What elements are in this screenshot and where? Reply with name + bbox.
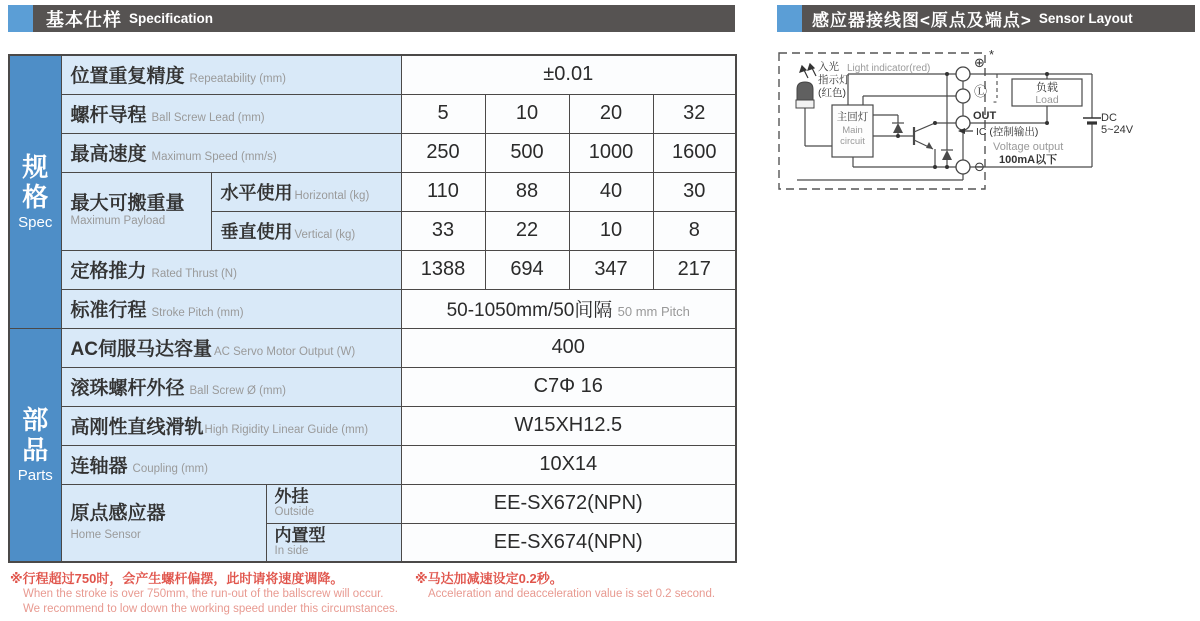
header-title-en: Specification bbox=[129, 11, 214, 26]
table-row bbox=[9, 328, 736, 367]
cell-lead-1: 5 bbox=[401, 94, 485, 133]
footnote-stroke-warning: ※行程超过750时，会产生螺杆偏摆，此时请将速度调降。 When the stroke is over 750mm, the run-out of the ballscrew will occur. We recommend to low down the working speed under this circumstances. bbox=[10, 571, 398, 615]
terminal-out-circle bbox=[956, 116, 970, 130]
main-circuit-zh: 主回灯 bbox=[836, 111, 869, 123]
cell-speed-1: 250 bbox=[401, 133, 485, 172]
transistor-icon bbox=[914, 123, 935, 167]
row-label-servo-output: AC伺服马达容量 AC Servo Motor Output (W) bbox=[61, 328, 401, 367]
band-char: 格 bbox=[22, 182, 49, 213]
table-row bbox=[9, 406, 736, 445]
footnote-acceleration: ※马达加减速设定0.2秒。 Acceleration and deacceleration value is set 0.2 second. bbox=[415, 571, 716, 600]
row-label-stroke-pitch: 标准行程 Stroke Pitch (mm) bbox=[61, 289, 401, 328]
cell-lead-4: 32 bbox=[653, 94, 736, 133]
cell-home-sensor-outside: EE-SX672(NPN) bbox=[401, 484, 736, 523]
light-label-zh-3: (红色) bbox=[818, 87, 846, 99]
light-label-zh-2: 指示灯 bbox=[818, 74, 850, 86]
table-row bbox=[9, 367, 736, 406]
row-label-vertical: 垂直使用 Vertical (kg) bbox=[211, 211, 401, 250]
cell-thrust-4: 217 bbox=[653, 250, 736, 289]
dc-label-1: DC bbox=[1101, 112, 1117, 124]
terminal-minus-glyph: ⊖ bbox=[974, 159, 985, 174]
row-label-horizontal: 水平使用 Horizontal (kg) bbox=[211, 172, 401, 211]
table-row bbox=[9, 484, 736, 523]
cell-speed-3: 1000 bbox=[569, 133, 653, 172]
cell-linear-guide: W15XH12.5 bbox=[401, 406, 736, 445]
specification-table bbox=[8, 54, 737, 563]
cell-stroke-pitch: 50-1050mm/50间隔 50 mm Pitch bbox=[401, 289, 736, 328]
cell-horizontal-4: 30 bbox=[653, 172, 736, 211]
cell-repeatability: ±0.01 bbox=[401, 55, 736, 94]
header-title-zh: 基本仕样 bbox=[46, 9, 122, 30]
band-char: 部 bbox=[22, 405, 49, 436]
cell-vertical-2: 22 bbox=[485, 211, 569, 250]
row-label-repeatability: 位置重复精度 Repeatability (mm) bbox=[61, 55, 401, 94]
led-indicator-icon bbox=[796, 82, 814, 108]
light-indicator-label: Light indicator(red) bbox=[847, 63, 931, 74]
terminal-l-circle bbox=[956, 89, 970, 103]
cell-thrust-3: 347 bbox=[569, 250, 653, 289]
cell-servo-output: 400 bbox=[401, 328, 736, 367]
cell-ball-screw-dia: C7Φ 16 bbox=[401, 367, 736, 406]
main-circuit-en1: Main bbox=[842, 125, 863, 136]
terminal-star: * bbox=[989, 47, 995, 62]
band-char: 品 bbox=[22, 435, 49, 466]
band-char: 规 bbox=[22, 152, 49, 183]
terminal-l-minus: - bbox=[993, 94, 997, 108]
table-row bbox=[9, 94, 736, 133]
table-row bbox=[9, 55, 736, 94]
terminal-out-label: OUT bbox=[973, 110, 997, 122]
table-row bbox=[9, 172, 736, 211]
ic-label: IC (控制输出) bbox=[976, 126, 1039, 138]
cell-coupling: 10X14 bbox=[401, 445, 736, 484]
main-circuit-en2: circuit bbox=[840, 136, 865, 147]
row-label-rated-thrust: 定格推力 Rated Thrust (N) bbox=[61, 250, 401, 289]
voltage-output-label: Voltage output bbox=[993, 141, 1064, 153]
table-row bbox=[9, 445, 736, 484]
current-limit-label: 100mA以下 bbox=[999, 154, 1058, 166]
accent-square-left bbox=[8, 5, 33, 32]
dc-label-2: 5~24V bbox=[1101, 124, 1134, 136]
section-band-parts bbox=[9, 328, 61, 562]
row-label-inside: 内置型 In side bbox=[266, 523, 401, 562]
cell-speed-4: 1600 bbox=[653, 133, 736, 172]
cell-vertical-1: 33 bbox=[401, 211, 485, 250]
row-label-max-speed: 最高速度 Maximum Speed (mm/s) bbox=[61, 133, 401, 172]
header-title-zh: 感应器接线图<原点及端点> bbox=[812, 11, 1032, 30]
light-arrows-icon bbox=[800, 64, 816, 78]
cell-horizontal-3: 40 bbox=[569, 172, 653, 211]
section-band-spec bbox=[9, 55, 61, 328]
battery-icon bbox=[1083, 118, 1101, 123]
light-label-zh-1: 入光 bbox=[818, 61, 839, 73]
section-header-specification bbox=[33, 5, 735, 32]
cell-thrust-1: 1388 bbox=[401, 250, 485, 289]
band-en: Spec bbox=[18, 214, 53, 232]
row-label-linear-guide: 高刚性直线滑轨High Rigidity Linear Guide (mm) bbox=[61, 406, 401, 445]
accent-square-right bbox=[777, 5, 802, 32]
cell-vertical-4: 8 bbox=[653, 211, 736, 250]
row-label-coupling: 连轴器 Coupling (mm) bbox=[61, 445, 401, 484]
section-header-sensor-layout bbox=[802, 5, 1195, 32]
cell-lead-3: 20 bbox=[569, 94, 653, 133]
table-row bbox=[9, 250, 736, 289]
cell-vertical-3: 10 bbox=[569, 211, 653, 250]
terminal-plus-glyph: ⊕ bbox=[974, 55, 985, 70]
table-row bbox=[9, 133, 736, 172]
cell-lead-2: 10 bbox=[485, 94, 569, 133]
cell-speed-2: 500 bbox=[485, 133, 569, 172]
cell-horizontal-1: 110 bbox=[401, 172, 485, 211]
row-label-ball-screw-lead: 螺杆导程 Ball Screw Lead (mm) bbox=[61, 94, 401, 133]
load-label-zh: 负载 bbox=[1036, 82, 1058, 94]
cell-home-sensor-inside: EE-SX674(NPN) bbox=[401, 523, 736, 562]
terminal-plus-circle bbox=[956, 67, 970, 81]
table-row bbox=[9, 289, 736, 328]
cell-thrust-2: 694 bbox=[485, 250, 569, 289]
load-label-en: Load bbox=[1035, 94, 1059, 106]
terminal-minus-circle bbox=[956, 160, 970, 174]
row-label-max-payload: 最大可搬重量 Maximum Payload bbox=[61, 172, 211, 250]
sensor-wiring-diagram bbox=[777, 45, 1197, 195]
row-label-outside: 外挂 Outside bbox=[266, 484, 401, 523]
row-label-home-sensor: 原点感应器 Home Sensor bbox=[61, 484, 266, 562]
band-en: Parts bbox=[17, 467, 53, 485]
cell-horizontal-2: 88 bbox=[485, 172, 569, 211]
terminal-l-glyph: Ⓛ bbox=[974, 84, 988, 99]
row-label-ball-screw-dia: 滚珠螺杆外径 Ball Screw Ø (mm) bbox=[61, 367, 401, 406]
header-title-en: Sensor Layout bbox=[1038, 11, 1133, 26]
